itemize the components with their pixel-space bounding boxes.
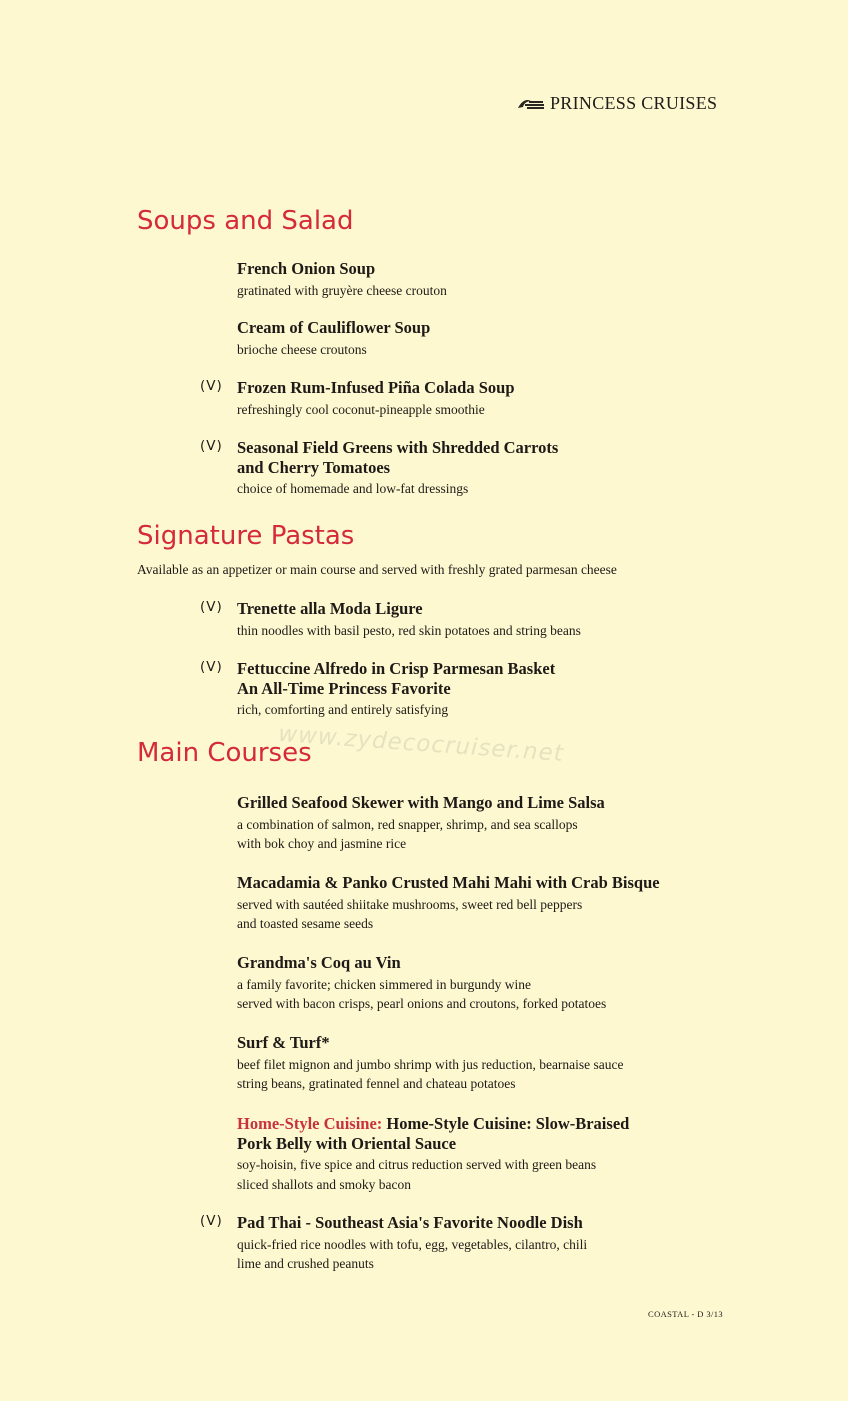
menu-item-name: Seasonal Field Greens with Shredded Carrots: [237, 438, 559, 457]
menu-item: [200, 438, 737, 499]
menu-item: [237, 259, 737, 300]
vegetarian-marker: (V): [200, 599, 223, 615]
menu-item-description: a combination of salmon, red snapper, shrimp, and sea scallops: [237, 816, 578, 832]
menu-code: COASTAL - D 3/13: [648, 1309, 724, 1319]
menu-item: [237, 318, 737, 359]
menu-item-name: Cream of Cauliflower Soup: [237, 318, 431, 337]
menu-item-name: Grilled Seafood Skewer with Mango and Lime Salsa: [237, 793, 605, 812]
brand-header: [516, 93, 717, 114]
menu-item: [200, 599, 737, 640]
menu-item-description: rich, comforting and entirely satisfying: [237, 702, 449, 717]
menu-item-description: beef filet mignon and jumbo shrimp with jus reduction, bearnaise sauce: [237, 1056, 624, 1072]
menu-item-name-line2: Pork Belly with Oriental Sauce: [237, 1133, 457, 1153]
menu-item-name-line2: and Cherry Tomatoes: [237, 457, 391, 477]
section-title-soups: Soups and Salad: [137, 206, 354, 236]
menu-item-name: Home-Style Cuisine: Slow-Braised: [386, 1114, 630, 1133]
menu-item-name-line2: An All-Time Princess Favorite: [237, 678, 451, 698]
menu-item-description: a family favorite; chicken simmered in burgundy wine: [237, 976, 532, 992]
menu-item: [237, 953, 737, 1014]
menu-item: [200, 659, 737, 720]
menu-item-description-line2: string beans, gratinated fennel and chateau potatoes: [237, 1076, 516, 1091]
menu-item-description: thin noodles with basil pesto, red skin potatoes and string beans: [237, 622, 581, 638]
section-subtitle: Available as an appetizer or main course and served with freshly grated parmesan cheese: [137, 562, 617, 577]
menu-item-description: choice of homemade and low-fat dressings: [237, 481, 469, 496]
menu-item-name: Grandma's Coq au Vin: [237, 953, 401, 972]
menu-item-description: refreshingly cool coconut-pineapple smoothie: [237, 401, 485, 417]
menu-item-description-line2: lime and crushed peanuts: [237, 1256, 374, 1271]
menu-item-description: served with sautéed shiitake mushrooms, sweet red bell peppers: [237, 896, 583, 912]
menu-item-name: Frozen Rum-Infused Piña Colada Soup: [237, 378, 515, 397]
brand-name: PRINCESS CRUISES: [550, 93, 718, 113]
menu-item-name-line1: [237, 1114, 737, 1134]
menu-item-name: Macadamia & Panko Crusted Mahi Mahi with Crab Bisque: [237, 873, 660, 892]
section-title-mains: Main Courses: [137, 738, 312, 768]
menu-item-name: Surf & Turf*: [237, 1033, 330, 1052]
menu-item: [237, 1114, 737, 1194]
wave-crest-icon: [516, 96, 546, 112]
menu-item-name: Pad Thai - Southeast Asia's Favorite Noodle Dish: [237, 1213, 583, 1232]
menu-item-name: French Onion Soup: [237, 259, 376, 278]
menu-item-description-line2: served with bacon crisps, pearl onions and croutons, forked potatoes: [237, 996, 607, 1011]
menu-item-description-line2: with bok choy and jasmine rice: [237, 836, 407, 851]
menu-item-description: brioche cheese croutons: [237, 341, 367, 357]
menu-item-description: gratinated with gruyère cheese crouton: [237, 282, 447, 298]
vegetarian-marker: (V): [200, 438, 223, 454]
menu-item-name: Trenette alla Moda Ligure: [237, 599, 423, 618]
menu-item-name: Fettuccine Alfredo in Crisp Parmesan Basket: [237, 659, 556, 678]
menu-item-description: soy-hoisin, five spice and citrus reduction served with green beans: [237, 1157, 597, 1172]
vegetarian-marker: (V): [200, 1213, 223, 1229]
menu-item: [200, 1213, 737, 1274]
menu-item: [237, 793, 737, 854]
vegetarian-marker: (V): [200, 659, 223, 675]
menu-item-description-line2: and toasted sesame seeds: [237, 916, 374, 931]
section-title-pastas: Signature Pastas: [137, 521, 355, 551]
menu-item: [200, 378, 737, 419]
menu-item-description: quick-fried rice noodles with tofu, egg, vegetables, cilantro, chili: [237, 1236, 588, 1252]
vegetarian-marker: (V): [200, 378, 223, 394]
menu-item-description-line2: sliced shallots and smoky bacon: [237, 1176, 411, 1192]
watermark: www.zydecocruiser.net: [277, 721, 565, 767]
menu-item: [237, 873, 737, 934]
cuisine-highlight-label: Home-Style Cuisine:: [237, 1114, 383, 1133]
menu-item: [237, 1033, 737, 1094]
